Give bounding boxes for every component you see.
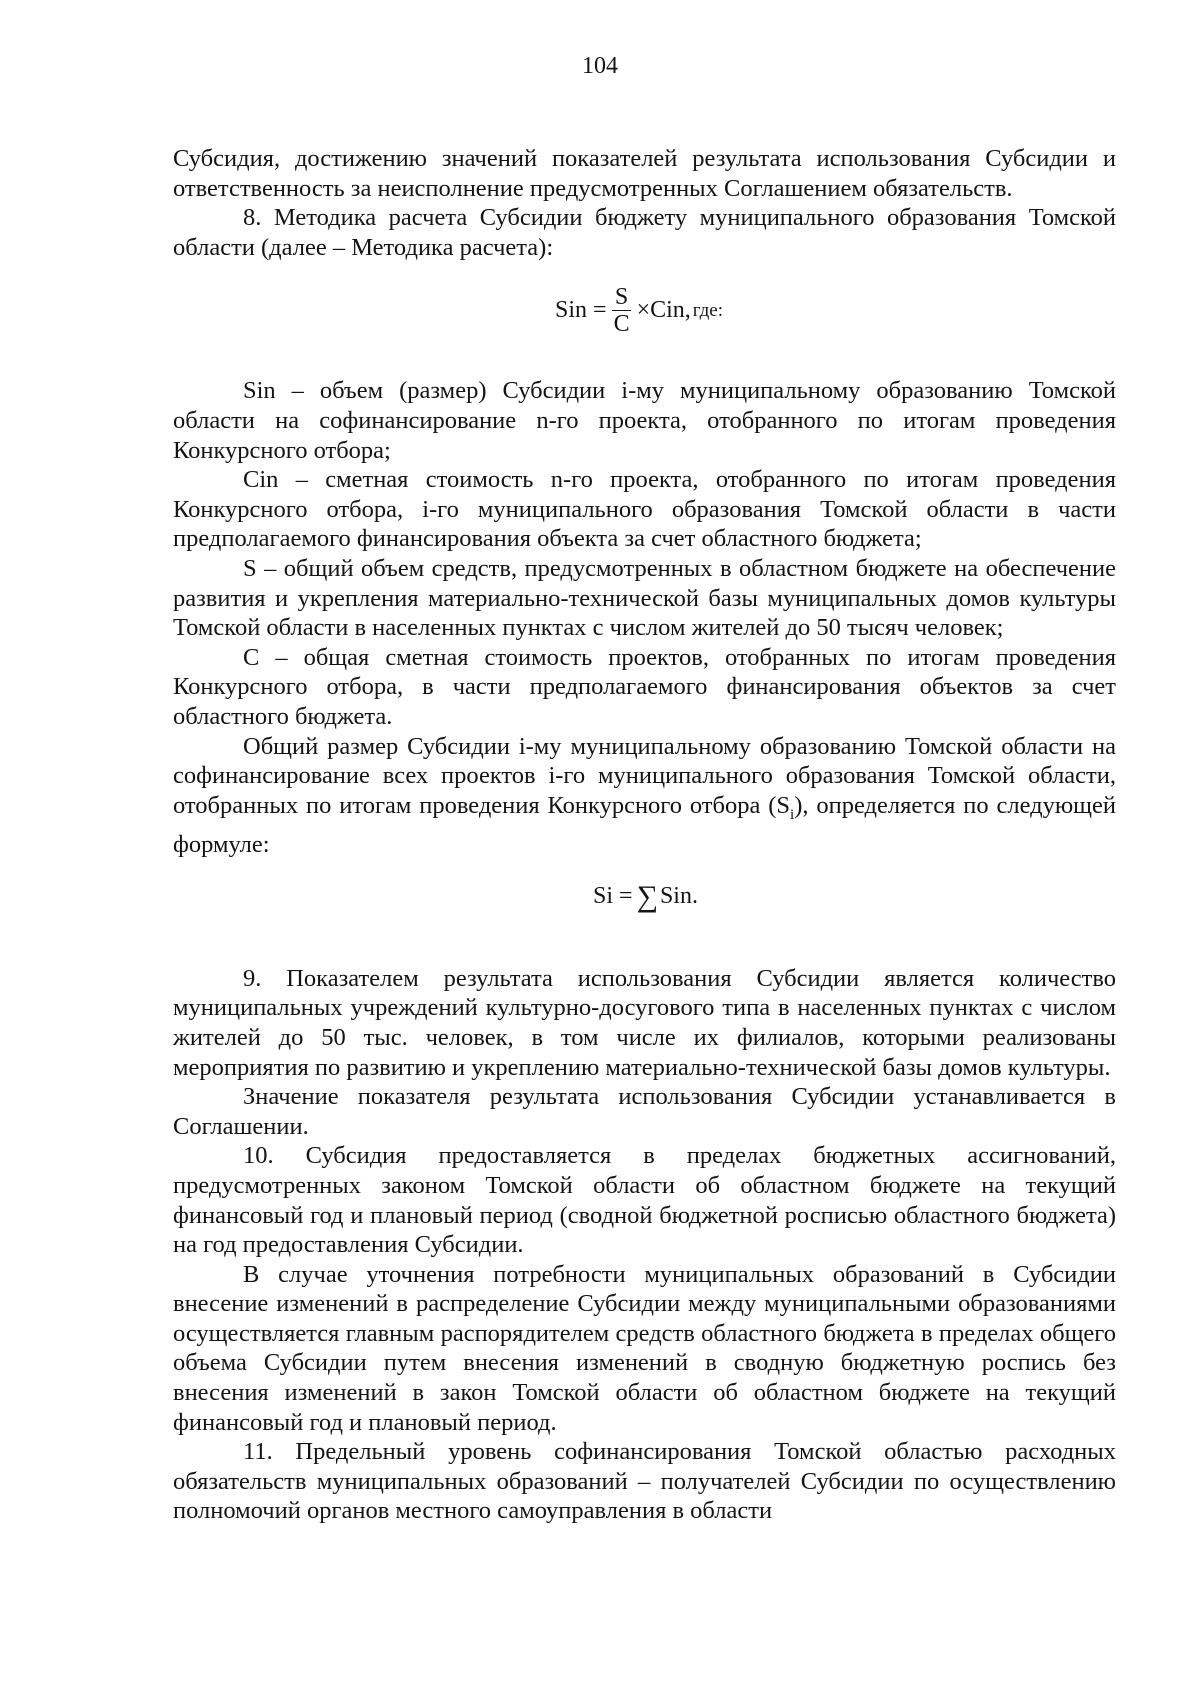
formula-si-lhs: Si = bbox=[593, 882, 633, 909]
paragraph-10-provision: 10. Субсидия предоставляется в пределах бюджетных ассигнований, предусмотренных законом Томской области об областном бюджете на текущий финансовый год и плановый период (сводной бюджетной росписью областного бюджета) на год предоставления Субсидии. bbox=[173, 1142, 1116, 1259]
fraction-numerator: S bbox=[612, 284, 631, 311]
paragraph-continuation: Субсидия, достижению значений показателей результата использования Субсидии и ответственность за неисполнение предусмотренных Соглашением обязательств. bbox=[173, 145, 1116, 202]
paragraph-total-subsidy bbox=[173, 732, 1116, 860]
total-text-end: ), определяется по следующей формуле: bbox=[173, 791, 1116, 859]
definition-s: S – общий объем средств, предусмотренных в областном бюджете на обеспечение развития и укрепления материально-технической базы муниципальных домов культуры Томской области в населенных пунктах с числом жителей до 50 тысяч человек; bbox=[173, 554, 1116, 642]
formula-sin bbox=[173, 270, 1116, 358]
paragraph-indicator-value: Значение показателя результата использования Субсидии устанавливается в Соглашении. bbox=[173, 1083, 1116, 1140]
paragraph-8-methodology: 8. Методика расчета Субсидии бюджету муниципального образования Томской области (далее – Методика расчета): bbox=[173, 204, 1116, 261]
paragraph-9-indicator: 9. Показателем результата использования Субсидии является количество муниципальных учреждений культурно-досугового типа в населенных пунктах с числом жителей до 50 тыс. человек, в том числе их филиалов, которыми реализованы мероприятия по развитию и укреплению материально-технической базы домов культуры. bbox=[173, 964, 1116, 1081]
paragraph-redistribution: В случае уточнения потребности муниципальных образований в Субсидии внесение изменений в распределение Субсидии между муниципальными образованиями осуществляется главным распорядителем средств областного бюджета в пределах общего объема Субсидии путем внесения изменений в сводную бюджетную роспись без внесения изменений в закон Томской области об областном бюджете на текущий финансовый год и плановый период. bbox=[173, 1260, 1116, 1436]
formula-sin-rhs: ×Cin, bbox=[636, 297, 691, 324]
document-body bbox=[173, 144, 1116, 1526]
formula-sin-fraction bbox=[611, 284, 633, 337]
fraction-denominator: C bbox=[613, 311, 630, 338]
page-number: 104 bbox=[582, 53, 618, 79]
total-text: Общий размер Субсидии i-му муниципальному образованию Томской области на софинансирование всех проектов i-го муниципального образования Томской области, отобранных по итогам проведения Конкурсного отбора (S bbox=[173, 732, 1116, 819]
formula-sin-suffix: где: bbox=[692, 300, 724, 322]
sigma-symbol: ∑ bbox=[636, 879, 658, 913]
total-subscript: i bbox=[790, 806, 795, 823]
formula-sin-lhs: Sin = bbox=[555, 297, 607, 324]
formula-si-rhs: Sin. bbox=[659, 882, 698, 909]
definition-c: C – общая сметная стоимость проектов, отобранных по итогам проведения Конкурсного отбора, в части предполагаемого финансирования объектов за счет областного бюджета. bbox=[173, 643, 1116, 730]
definition-cin: Cin – сметная стоимость n-го проекта, отобранного по итогам проведения Конкурсного отбора, i-го муниципального образования Томской области в части предполагаемого финансирования объекта за счет областного бюджета; bbox=[173, 466, 1116, 553]
paragraph-11-cofinancing: 11. Предельный уровень софинансирования Томской областью расходных обязательств муниципальных образований – получателей Субсидии по осуществлению полномочий органов местного самоуправления в области bbox=[173, 1438, 1116, 1525]
formula-si bbox=[173, 870, 1116, 948]
definition-sin: Sin – объем (размер) Субсидии i-му муниципальному образованию Томской области на софинансирование n-го проекта, отобранного по итогам проведения Конкурсного отбора; bbox=[173, 377, 1116, 464]
